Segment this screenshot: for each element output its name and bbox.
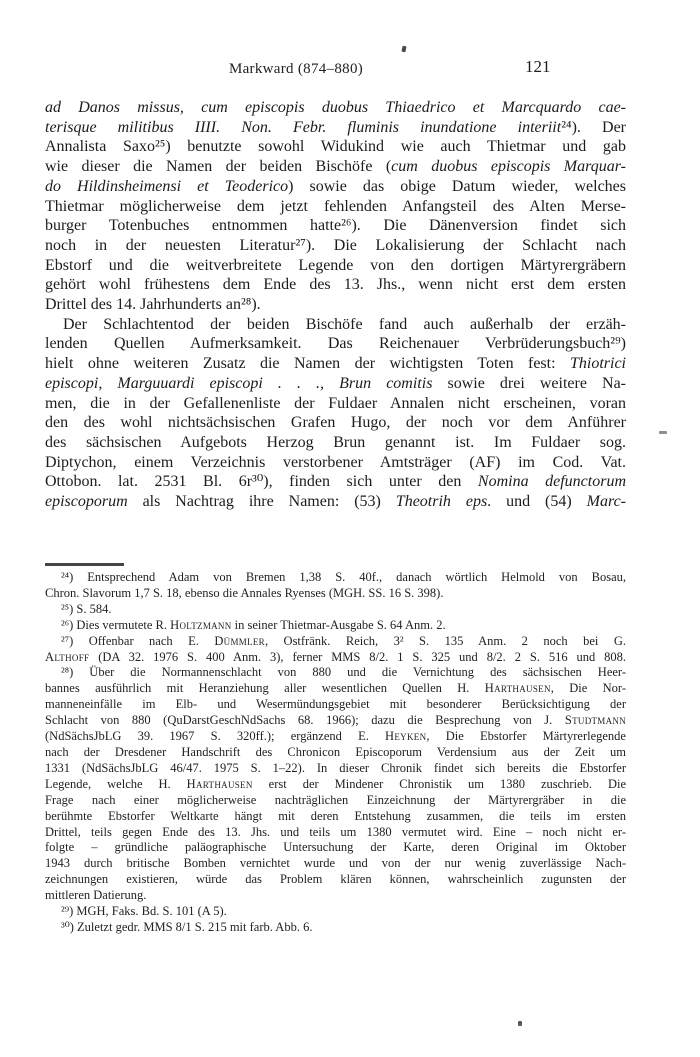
- text-line: episcoporum als Nachtrag ihre Namen: (53) Theotrih eps. und (54) Marc-: [45, 493, 626, 511]
- scan-speck-top-icon: [401, 46, 406, 53]
- text-line: ²⁷) Offenbar nach E. Dümmler, Ostfränk. Reich, 3² S. 135 Anm. 2 noch bei G.: [61, 633, 626, 648]
- text-line: ²⁴) Entsprechend Adam von Bremen 1,38 S. 40f., danach wörtlich Helmold von Bosau,: [61, 570, 626, 584]
- text-line: Chron. Slavorum 1,7 S. 18, ebenso die Annales Ryenses (MGH. SS. 16 S. 398).: [45, 585, 444, 600]
- text-line: do Hildinsheimensi et Teoderico) sowie das obige Datum wieder, welches: [45, 177, 627, 195]
- text-line: bannes ausführlich mit Heranziehung aller wesentlichen Quellen H. Harthausen, Die Nor-: [45, 681, 626, 696]
- text-line: des sächsischen Aufgebots Herzog Brun genannt ist. Im Fuldaer sog.: [45, 433, 626, 451]
- text-line: noch in der neuesten Literatur²⁷). Die Lokalisierung der Schlacht nach: [45, 236, 626, 254]
- text-line: zeichnungen existieren, würde das Problem klären können, wahrscheinlich zugunsten der: [45, 872, 626, 887]
- text-line: lenden Quellen Aufmerksamkeit. Das Reichenauer Verbrüderungsbuch²⁹): [45, 335, 626, 353]
- text-line: ²⁸) Über die Normannenschlacht von 880 und die Vernichtung des sächsischen Heer-: [61, 665, 626, 680]
- text-line: folgte – gründliche paläographische Untersuchung der Karte, deren Original im Oktober: [45, 840, 626, 855]
- text-line: ²⁵) S. 584.: [61, 601, 112, 616]
- text-line: ³⁰) Zuletzt gedr. MMS 8/1 S. 215 mit farb. Abb. 6.: [61, 919, 313, 934]
- text-line: manneneinfälle im Elb- und Wesermündungsgebiet mit besonderer Berücksichtigung der: [45, 697, 626, 712]
- text-line: ad Danos missus, cum episcopis duobus Thiaedrico et Marcquardo cae-: [45, 99, 626, 116]
- text-line: ²⁹) MGH, Faks. Bd. S. 101 (A 5).: [61, 904, 227, 919]
- text-line: terisque militibus IIII. Non. Febr. fluminis inundatione interiit²⁴). Der: [45, 118, 627, 136]
- body-text: [45, 98, 626, 512]
- text-line: (NdSächsJbLG 39. 1967 S. 320ff.); ergänzend E. Heyken, Die Ebstorfer Märtyrerlegende: [45, 729, 626, 744]
- text-line: burger Totenbuches entnommen hatte²⁶). Die Dänenversion findet sich: [45, 217, 626, 235]
- text-line: hielt ohne weiteren Zusatz die Namen der wichtigsten Toten fest: Thiotrici: [45, 355, 626, 373]
- footnotes-text: [45, 570, 626, 936]
- text-line: berühmte Ebstorfer Weltkarte hängt mit deren Entstehung zusammen, die teils im ersten: [45, 808, 626, 823]
- text-line: Drittel, teils gegen Ende des 13. Jhs. und teils um 1380 vermutet wird. Eine – noch nicht er-: [45, 824, 626, 839]
- text-line: wie dieser die Namen der beiden Bischöfe (cum duobus episcopis Marquar-: [45, 158, 627, 176]
- text-line: Drittel des 14. Jahrhunderts an²⁸).: [45, 296, 261, 314]
- text-line: den des wohl nichtsächsischen Grafen Hugo, der noch vor dem Anführer: [45, 414, 626, 432]
- text-line: 1943 durch britische Bomben vernichtet wurde und von der nur wenig zuverlässige Nach-: [45, 856, 626, 871]
- text-line: Legende, welche H. Harthausen erst der Mindener Chronistik um 1380 zuschrieb. Die: [45, 776, 626, 791]
- scan-speck-bottom-icon: [518, 1021, 522, 1026]
- page-number: 121: [525, 57, 551, 76]
- scan-speck-right-icon: [659, 431, 667, 434]
- text-line: Schlacht von 880 (QuDarstGeschNdSachs 68. 1966); dazu die Besprechung von J. Studtmann: [45, 713, 626, 728]
- text-line: Althoff (DA 32. 1976 S. 400 Anm. 3), ferner MMS 8/2. 1 S. 325 und 8/2. 2 S. 516 und 808.: [45, 649, 626, 664]
- footnote-separator-rule: [45, 563, 124, 566]
- text-line: Diptychon, einem Verzeichnis verstorbener Amtsträger (AF) im Cod. Vat.: [45, 453, 626, 471]
- text-line: Ebstorf und die weitverbreitete Legende von den dortigen Märtyrergräbern: [45, 256, 626, 274]
- text-line: Annalista Saxo²⁵) benutzte sowohl Widukind wie auch Thietmar und gab: [45, 138, 626, 156]
- text-line: Der Schlachtentod der beiden Bischöfe fand auch außerhalb der erzäh-: [63, 315, 626, 333]
- text-line: ²⁶) Dies vermutete R. Holtzmann in seiner Thietmar-Ausgabe S. 64 Anm. 2.: [61, 617, 446, 632]
- text-line: Ottobon. lat. 2531 Bl. 6r³⁰), finden sich unter den Nomina defunctorum: [45, 473, 627, 491]
- text-line: Frage nach einer möglicherweise nachträglichen Einzeichnung der Märtyrergräber in die: [45, 792, 626, 807]
- text-line: men, die in der Gefallenenliste der Fuldaer Annalen nicht erscheinen, voran: [45, 394, 626, 412]
- text-line: Thietmar möglicherweise dem jetzt fehlenden Anfangsteil des Alten Merse-: [45, 197, 626, 215]
- text-line: 1331 (NdSächsJbLG 46/47. 1975 S. 1–22). In dieser Chronik findet sich bereits die Ebstorfer: [45, 760, 626, 775]
- text-line: mittleren Datierung.: [45, 888, 147, 903]
- text-line: episcopi, Marguuardi episcopi . . ., Brun comitis sowie drei weitere Na-: [45, 374, 627, 392]
- running-title: Markward (874–880): [228, 61, 364, 77]
- text-line: gehört wohl frühestens dem Ende des 13. Jhs., wenn nicht erst dem ersten: [45, 276, 626, 294]
- text-line: nach der Dresdener Handschrift des Chronicon Episcoporum Verdensium aus der Zeit um: [45, 744, 626, 759]
